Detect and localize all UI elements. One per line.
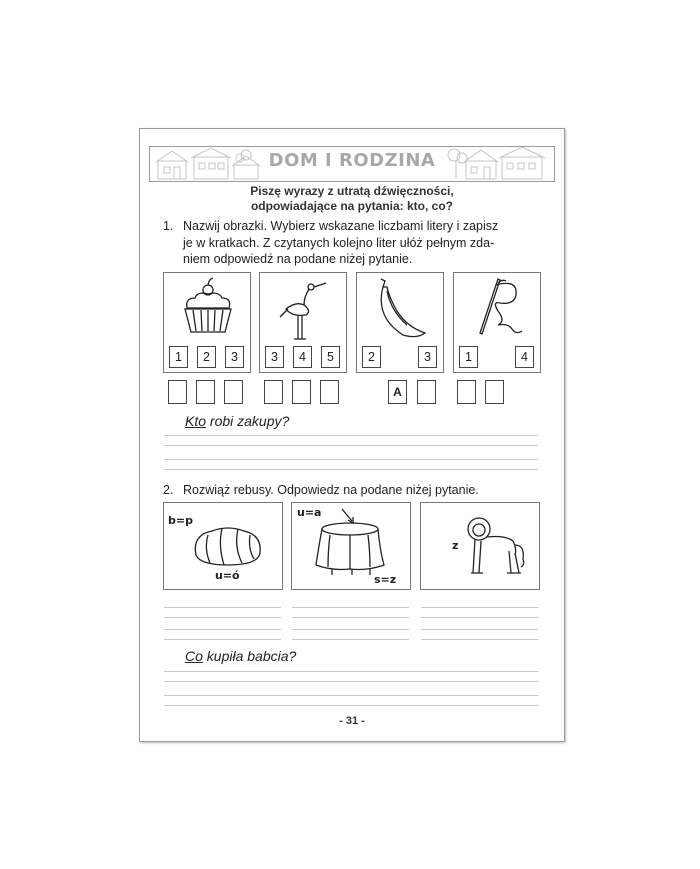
question-2-rest: kupiła babcia? (202, 648, 297, 664)
writing-line[interactable] (164, 681, 538, 682)
subtitle-line-2: odpowiadające na pytania: kto, co? (250, 199, 454, 213)
rebus-writing-line[interactable] (421, 607, 538, 608)
rebus-rule: u=ó (215, 569, 240, 582)
banana-icon (373, 277, 429, 341)
answer-box[interactable] (196, 380, 215, 404)
rebus-rule: u=a (297, 506, 322, 519)
rebus-writing-line[interactable] (292, 617, 409, 618)
task-1-line-2: je w kratkach. Z czytanych kolejno liter ułóż pełnym zda- (183, 235, 495, 250)
question-2-word: Co (185, 648, 203, 664)
needle-thread-icon (468, 277, 528, 339)
picture-card-banana (356, 272, 444, 373)
letter-number-box: 3 (265, 346, 284, 368)
answer-box[interactable] (457, 380, 476, 404)
question-1 (185, 413, 289, 429)
rebus-writing-line[interactable] (292, 629, 409, 630)
rebus-writing-line[interactable] (292, 607, 409, 608)
writing-line[interactable] (164, 445, 538, 446)
letter-number-box: 4 (293, 346, 312, 368)
letter-number-box: 3 (225, 346, 244, 368)
lion-icon (465, 515, 529, 577)
rebus-rule: b=p (168, 514, 193, 527)
cupcake-icon (179, 276, 237, 336)
page-number: - 31 - (339, 715, 365, 727)
picture-card-cupcake (163, 272, 251, 373)
section-title: DOM I RODZINA (268, 150, 436, 171)
answer-box[interactable] (417, 380, 436, 404)
writing-line[interactable] (164, 469, 538, 470)
task-1-line-3: niem odpowiedź na podane niżej pytanie. (183, 252, 413, 266)
letter-number-box: 4 (515, 346, 534, 368)
stork-icon (278, 277, 328, 343)
rebus-card-table (291, 502, 411, 590)
letter-number-box: 5 (321, 346, 340, 368)
question-1-word: Kto (185, 413, 207, 429)
rebus-writing-line[interactable] (164, 639, 281, 640)
question-2 (185, 648, 296, 664)
bun-icon (192, 525, 264, 567)
rebus-writing-line[interactable] (421, 639, 538, 640)
rebus-rule: z (452, 539, 459, 552)
answer-box[interactable] (320, 380, 339, 404)
rebus-card-lion (420, 502, 540, 590)
writing-line[interactable] (164, 435, 538, 436)
letter-number-box: 2 (362, 346, 381, 368)
rebus-writing-line[interactable] (421, 617, 538, 618)
answer-box-filled[interactable]: A (388, 380, 407, 404)
letter-number-box: 1 (459, 346, 478, 368)
rebus-card-bun (163, 502, 283, 590)
task-2-number: 2. (163, 483, 174, 497)
writing-line[interactable] (164, 705, 538, 706)
writing-line[interactable] (164, 459, 538, 460)
picture-card-stork (259, 272, 347, 373)
answer-box[interactable] (485, 380, 504, 404)
question-1-rest: robi zakupy? (206, 413, 290, 429)
header-banner (149, 146, 555, 182)
picture-card-needle (453, 272, 541, 373)
letter-number-box: 2 (197, 346, 216, 368)
letter-number-box: 1 (169, 346, 188, 368)
rebus-writing-line[interactable] (164, 629, 281, 630)
rebus-writing-line[interactable] (164, 607, 281, 608)
rebus-writing-line[interactable] (292, 639, 409, 640)
subtitle-line-1: Piszę wyrazy z utratą dźwięczności, (250, 184, 454, 198)
answer-box[interactable] (292, 380, 311, 404)
workbook-page (139, 128, 565, 742)
task-1-line-1: Nazwij obrazki. Wybierz wskazane liczbami litery i zapisz (183, 219, 499, 233)
rebus-rule: s=z (374, 573, 397, 586)
task-1-number: 1. (163, 219, 174, 233)
houses-right-decoration (440, 147, 550, 181)
task-2-text: Rozwiąż rebusy. Odpowiedz na podane niżej pytanie. (183, 483, 479, 497)
answer-box[interactable] (168, 380, 187, 404)
rebus-writing-line[interactable] (164, 617, 281, 618)
letter-number-box: 3 (418, 346, 437, 368)
table-icon (308, 507, 390, 577)
writing-line[interactable] (164, 671, 538, 672)
rebus-writing-line[interactable] (421, 629, 538, 630)
writing-line[interactable] (164, 695, 538, 696)
answer-box[interactable] (224, 380, 243, 404)
answer-box[interactable] (264, 380, 283, 404)
